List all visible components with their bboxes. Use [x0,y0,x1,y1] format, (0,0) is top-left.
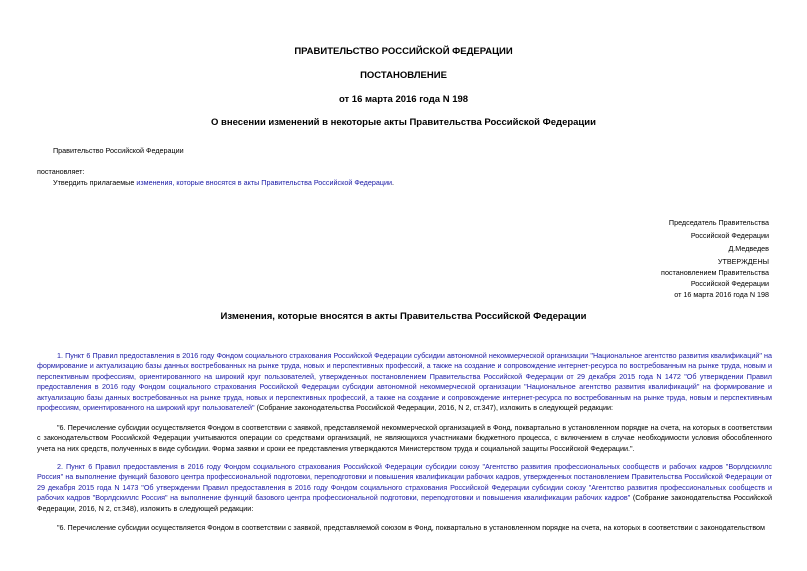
approval-line-4: от 16 марта 2016 года N 198 [674,290,769,299]
item-2-link[interactable]: 2. Пункт 6 Правил предоставления в 2016 году Фондом социального страхования Российской Федерации субсидии союзу "Агентство развития профессиональных сообществ и рабочих кадров "Ворлдскиллс Россия" на выполнение функций базового центра профессиональной подготовки, переподготовки и повышения квалификации рабочих кадров, утвержденных постановлением Правительства Российской Федерации от 29 декабря 2015 года N 1473 "Об утверждении Правил предоставления в 2016 году Фондом социального страхования Российской Федерации субсидии союзу "Агентство развития профессиональных сообществ и рабочих кадров "Ворлдскиллс Россия" на выполнение функций базового центра профессиональной подготовки, переподготовки и повышения квалификации рабочих кадров" [37,462,772,503]
document-date-number: от 16 марта 2016 года N 198 [338,94,469,105]
preamble-decides: постановляет: [37,167,85,176]
preamble-approve [53,178,394,189]
signature-block [669,216,769,255]
signature-line-1: Председатель Правительства [668,218,769,227]
government-heading: ПРАВИТЕЛЬСТВО РОССИЙСКОЙ ФЕДЕРАЦИИ [294,46,513,57]
approve-changes-link[interactable]: изменения, которые вносятся в акты Правительства Российской Федерации [136,178,392,187]
item-2-quote-text: "6. Перечисление субсидии осуществляется Фондом в соответствии с заявкой, представляемой союзом в Фонд, поквартально в установленном порядке на счета, на которых в соответствии с законодательством [57,523,766,532]
approval-line-2: постановлением Правительства [661,268,769,277]
item-2 [37,462,772,514]
document-type: ПОСТАНОВЛЕНИЕ [360,70,447,81]
item-1-suffix: (Собрание законодательства Российской Федерации, 2016, N 2, ст.347), изложить в следующей редакции: [254,403,613,413]
approval-block [661,256,769,300]
approval-line-3: Российской Федерации [690,279,769,288]
item-2-quote [37,523,772,535]
item-2-suffix: (Собрание законодательства Российской Федерации, 2016, N 2, ст.348), изложить в следующей редакции: [37,493,772,513]
signature-line-2: Российской Федерации [690,231,769,240]
approve-prefix: Утвердить прилагаемые [53,178,137,187]
signature-name: Д.Медведев [728,244,769,253]
item-1-link[interactable]: 1. Пункт 6 Правил предоставления в 2016 году Фондом социального страхования Российской Федерации субсидии автономной некоммерческой организации "Национальное агентство развития квалификаций" на формирование и актуализацию базы данных востребованных на рынке труда, новых и перспективных профессий, а также на создание и сопровождение интернет-ресурса по востребованным на рынке труда, новым и перспективным профессиям, ориентированного на широкий круг пользователей, утвержденных постановлением Правительства Российской Федерации от 29 декабря 2015 года N 1472 "Об утверждении Правил предоставления в 2016 году Фондом социального страхования Российской Федерации субсидии автономной некоммерческой организации "Национальное агентство развития квалификаций" на формирование и актуализацию базы данных востребованных на рынке труда, новых и перспективных профессий, а также на создание и сопровождение интернет-ресурса по востребованным на рынке труда, новым и перспективным профессиям, ориентированного на широкий круг пользователей" [37,351,772,413]
changes-title: Изменения, которые вносятся в акты Правительства Российской Федерации [220,311,587,322]
item-1 [37,351,772,413]
document-title: О внесении изменений в некоторые акты Правительства Российской Федерации [211,117,596,128]
item-1-quote-text: "6. Перечисление субсидии осуществляется Фондом в соответствии с заявкой, представляемой некоммерческой организацией в Фонд, поквартально в установленном порядке на счета, на которых в соответствии с законодательством Российской Федерации учитываются операции со средствами организаций, не являющихся участниками бюджетного процесса, с включением в случае необходимости условия обособленного учета на них средств, полученных в виде субсидии. Форма заявки и сроки ее представления утверждаются Министерством труда и социальной защиты Российской Федерации.". [37,423,772,453]
approve-suffix: . [391,178,394,187]
approval-line-1: УТВЕРЖДЕНЫ [717,257,769,266]
preamble-subject: Правительство Российской Федерации [53,146,184,155]
item-1-quote [37,423,772,454]
